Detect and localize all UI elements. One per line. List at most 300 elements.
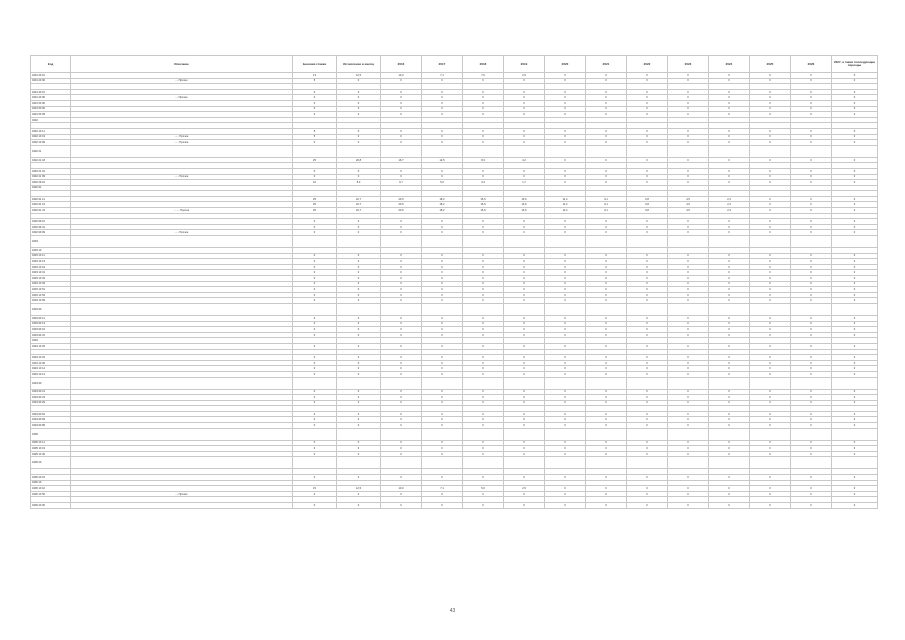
tariff-code-cell: 0403 10 53	[31, 292, 71, 298]
rate-cell: 5	[293, 78, 337, 84]
rate-cell: 10,0	[381, 73, 422, 79]
rate-cell: 0	[337, 332, 381, 338]
rate-cell: 0	[627, 366, 668, 372]
rate-cell: 0	[709, 134, 750, 140]
rate-cell: 0	[586, 224, 627, 230]
rate-cell: 0	[422, 292, 463, 298]
rate-cell: 0	[381, 78, 422, 84]
description-cell	[71, 457, 293, 469]
rate-cell: 0	[293, 360, 337, 366]
rate-cell: 0	[586, 106, 627, 112]
rate-cell	[586, 428, 627, 440]
rate-cell: 0	[791, 134, 832, 140]
rate-cell: 0	[791, 196, 832, 202]
rate-cell: 0	[668, 264, 709, 270]
rate-cell: 0	[627, 89, 668, 95]
rate-cell: 0	[545, 73, 586, 79]
rate-cell: 0	[545, 417, 586, 423]
rate-cell: 0	[586, 475, 627, 481]
rate-cell: 0	[750, 78, 791, 84]
tariff-code-cell: 0401 50 99	[31, 112, 71, 118]
rate-cell: 0	[832, 292, 878, 298]
rate-cell	[791, 457, 832, 469]
rate-cell: 0	[791, 264, 832, 270]
rate-cell: 0	[504, 395, 545, 401]
column-header: Код	[31, 56, 71, 73]
tariff-code-cell: 0403 10 39	[31, 281, 71, 287]
description-cell	[71, 236, 293, 248]
rate-cell: 0	[832, 355, 878, 361]
description-cell: - - Прочие	[71, 78, 293, 84]
rate-cell: 0	[668, 230, 709, 236]
rate-cell	[337, 377, 381, 389]
rate-cell: 0	[381, 298, 422, 304]
rate-cell: 0	[627, 332, 668, 338]
rate-cell: 0	[422, 400, 463, 406]
rate-cell: 0	[545, 157, 586, 163]
rate-cell	[381, 428, 422, 440]
tariff-code-cell: 0401 50 90	[31, 106, 71, 112]
rate-cell: 0	[586, 371, 627, 377]
rate-cell: 0	[337, 475, 381, 481]
rate-cell: 0	[750, 355, 791, 361]
tariff-code-cell: 0404 90 89	[31, 423, 71, 429]
rate-cell: 18,2	[422, 202, 463, 208]
rate-cell: 0	[545, 134, 586, 140]
rate-cell: 0	[545, 343, 586, 349]
rate-cell	[293, 428, 337, 440]
tariff-code-cell: 0404 90 21	[31, 389, 71, 395]
rate-cell	[832, 377, 878, 389]
rate-cell: 0	[627, 321, 668, 327]
rate-cell: 0	[586, 451, 627, 457]
tariff-code-cell: 0402 91 11	[31, 196, 71, 202]
rate-cell: 0	[627, 180, 668, 186]
rate-cell: 5	[293, 128, 337, 134]
rate-cell: 0	[586, 417, 627, 423]
column-header: Исчисление в месяц	[337, 56, 381, 73]
rate-cell: 0	[750, 366, 791, 372]
rate-cell	[422, 428, 463, 440]
rate-cell: 0	[750, 208, 791, 214]
tariff-code-cell: 0406 10 10	[31, 486, 71, 492]
rate-cell: 0	[791, 140, 832, 146]
rate-cell: 0	[668, 411, 709, 417]
rate-cell: 0	[463, 327, 504, 333]
rate-cell: 0	[791, 106, 832, 112]
rate-cell: 0	[422, 446, 463, 452]
rate-cell: 0	[832, 395, 878, 401]
rate-cell: 0	[545, 486, 586, 492]
table-row	[31, 145, 878, 157]
rate-cell: 0	[381, 400, 422, 406]
table-row	[31, 428, 878, 440]
tariff-code-cell: 0405 10 19	[31, 446, 71, 452]
rate-cell: 0	[293, 343, 337, 349]
rate-cell: 0	[381, 106, 422, 112]
rate-cell: 15,9	[463, 202, 504, 208]
rate-cell: 13,6	[504, 208, 545, 214]
rate-cell: 0	[422, 174, 463, 180]
tariff-code-cell: 0402 99 10	[31, 219, 71, 225]
rate-cell: 0	[463, 343, 504, 349]
description-cell	[71, 377, 293, 389]
rate-cell: 0	[293, 417, 337, 423]
rate-cell: 0	[337, 259, 381, 265]
rate-cell: 0	[791, 78, 832, 84]
rate-cell: 0	[463, 264, 504, 270]
description-cell: - - - - Прочие	[71, 208, 293, 214]
rate-cell: 0	[586, 112, 627, 118]
table-row	[31, 377, 878, 389]
rate-cell: 0	[545, 180, 586, 186]
rate-cell	[750, 428, 791, 440]
rate-cell: 0	[668, 395, 709, 401]
rate-cell: 0	[791, 366, 832, 372]
rate-cell: 0	[750, 423, 791, 429]
rate-cell: 12,5	[422, 157, 463, 163]
rate-cell: 0	[832, 315, 878, 321]
rate-cell: 0	[709, 486, 750, 492]
rate-cell: 0	[422, 395, 463, 401]
rate-cell: 0	[545, 366, 586, 372]
rate-cell: 0	[709, 411, 750, 417]
rate-cell: 0	[791, 298, 832, 304]
rate-cell: 0	[791, 180, 832, 186]
rate-cell: 0	[504, 332, 545, 338]
rate-cell	[463, 145, 504, 157]
rate-cell: 6,8	[627, 196, 668, 202]
rate-cell: 0	[709, 451, 750, 457]
rate-cell: 0	[750, 400, 791, 406]
rate-cell: 0	[627, 440, 668, 446]
rate-cell: 0	[668, 106, 709, 112]
description-cell	[71, 303, 293, 315]
tariff-code-cell: 0404 10 12	[31, 366, 71, 372]
rate-cell: 0	[504, 259, 545, 265]
rate-cell: 0	[293, 321, 337, 327]
rate-cell: 0	[791, 281, 832, 287]
rate-cell: 0	[463, 475, 504, 481]
rate-cell: 2,3	[709, 202, 750, 208]
rate-cell: 0	[422, 451, 463, 457]
rate-cell	[545, 377, 586, 389]
rate-cell: 0	[545, 78, 586, 84]
table-row	[31, 236, 878, 248]
rate-cell: 0	[545, 276, 586, 282]
rate-cell: 0	[381, 371, 422, 377]
rate-cell: 0	[832, 360, 878, 366]
rate-cell: 0	[586, 440, 627, 446]
rate-cell: 0	[586, 343, 627, 349]
rate-cell: 0	[422, 389, 463, 395]
rate-cell: 0	[791, 343, 832, 349]
rate-cell: 0	[293, 440, 337, 446]
rate-cell: 0	[750, 321, 791, 327]
rate-cell: 0	[293, 287, 337, 293]
rate-cell: 0	[545, 332, 586, 338]
rate-cell: 0	[381, 224, 422, 230]
rate-cell: 0	[463, 253, 504, 259]
rate-cell	[668, 145, 709, 157]
rate-cell: 4,5	[668, 202, 709, 208]
rate-cell: 0	[504, 440, 545, 446]
rate-cell: 0	[293, 327, 337, 333]
rate-cell: 5,0	[422, 180, 463, 186]
rate-cell	[627, 377, 668, 389]
rate-cell: 0	[832, 327, 878, 333]
rate-cell: 0	[293, 100, 337, 106]
rate-cell: 0	[586, 73, 627, 79]
rate-cell	[381, 377, 422, 389]
rate-cell: 0	[586, 503, 627, 509]
rate-cell: 0	[668, 451, 709, 457]
rate-cell	[337, 457, 381, 469]
rate-cell	[337, 428, 381, 440]
tariff-code-cell: 0402 10 11	[31, 128, 71, 134]
rate-cell: 13	[293, 73, 337, 79]
rate-cell: 0	[791, 287, 832, 293]
tariff-code-cell: 0406 10 50	[31, 491, 71, 497]
rate-cell: 0	[337, 423, 381, 429]
rate-cell: 0	[791, 400, 832, 406]
rate-cell: 0	[504, 423, 545, 429]
rate-cell: 0	[545, 95, 586, 101]
rate-cell: 0	[545, 100, 586, 106]
rate-cell: 0	[627, 486, 668, 492]
rate-cell: 0	[791, 446, 832, 452]
rate-cell: 0	[337, 106, 381, 112]
tariff-code-cell: 0401 40 10	[31, 89, 71, 95]
tariff-code-cell: 0404 10 14	[31, 371, 71, 377]
rate-cell: 0	[545, 423, 586, 429]
rate-cell: 0	[791, 451, 832, 457]
rate-cell: 0	[337, 253, 381, 259]
rate-cell: 0	[463, 287, 504, 293]
rate-cell: 0	[750, 134, 791, 140]
rate-cell: 0	[504, 219, 545, 225]
rate-cell: 0	[463, 395, 504, 401]
rate-cell: 0	[832, 440, 878, 446]
rate-cell: 0	[337, 315, 381, 321]
rate-cell: 25	[293, 208, 337, 214]
rate-cell: 0	[709, 157, 750, 163]
rate-cell: 0	[791, 371, 832, 377]
rate-cell: 0	[627, 112, 668, 118]
tariff-code-cell: 0404 90 81	[31, 411, 71, 417]
rate-cell: 0	[545, 440, 586, 446]
rate-cell: 0	[586, 174, 627, 180]
rate-cell	[709, 236, 750, 248]
rate-cell: 0	[545, 259, 586, 265]
rate-cell: 0	[545, 389, 586, 395]
rate-cell: 0	[832, 423, 878, 429]
rate-cell: 0	[293, 276, 337, 282]
rate-cell: 0	[463, 332, 504, 338]
rate-cell: 0	[832, 112, 878, 118]
rate-cell: 0	[709, 270, 750, 276]
rate-cell: 0	[791, 112, 832, 118]
rate-cell: 0	[337, 89, 381, 95]
rate-cell: 0	[750, 89, 791, 95]
rate-cell	[545, 457, 586, 469]
rate-cell: 0	[293, 140, 337, 146]
rate-cell: 0	[832, 224, 878, 230]
tariff-code-cell: 0404 90 23	[31, 395, 71, 401]
rate-cell: 0	[504, 140, 545, 146]
rate-cell: 0	[545, 475, 586, 481]
rate-cell: 0	[422, 321, 463, 327]
rate-cell: 0	[293, 366, 337, 372]
rate-cell: 0	[750, 95, 791, 101]
rate-cell	[627, 303, 668, 315]
tariff-code-cell: 0403 10 51	[31, 287, 71, 293]
rate-cell: 11,4	[545, 208, 586, 214]
rate-cell: 0	[293, 253, 337, 259]
rate-cell: 0	[750, 371, 791, 377]
rate-cell: 0	[504, 264, 545, 270]
rate-cell: 0	[832, 253, 878, 259]
rate-cell: 0	[337, 371, 381, 377]
rate-cell: 0	[709, 292, 750, 298]
rate-cell: 0	[668, 332, 709, 338]
tariff-code-cell: 0404 90 29	[31, 400, 71, 406]
rate-cell: 0	[463, 355, 504, 361]
rate-cell: 0	[709, 128, 750, 134]
rate-cell: 0	[750, 411, 791, 417]
rate-cell: 0	[293, 270, 337, 276]
table-row	[31, 457, 878, 469]
rate-cell: 0	[791, 332, 832, 338]
rate-cell	[586, 236, 627, 248]
rate-cell: 0	[422, 360, 463, 366]
rate-cell: 0	[750, 157, 791, 163]
rate-cell: 0	[832, 89, 878, 95]
rate-cell: 0	[586, 276, 627, 282]
rate-cell	[293, 303, 337, 315]
rate-cell: 0	[709, 360, 750, 366]
rate-cell: 12,5	[337, 486, 381, 492]
rate-cell: 0	[586, 264, 627, 270]
rate-cell: 0	[293, 95, 337, 101]
rate-cell: 0	[832, 343, 878, 349]
rate-cell	[709, 428, 750, 440]
rate-cell: 0	[791, 355, 832, 361]
rate-cell: 0	[750, 174, 791, 180]
rate-cell: 0	[709, 315, 750, 321]
rate-cell: 0	[504, 253, 545, 259]
tariff-code-cell: 0401 20 90	[31, 78, 71, 84]
rate-cell: 0	[337, 395, 381, 401]
rate-cell: 0	[504, 78, 545, 84]
rate-cell: 0	[422, 219, 463, 225]
rate-cell: 0	[586, 259, 627, 265]
rate-cell: 0	[337, 128, 381, 134]
rate-cell: 0	[668, 360, 709, 366]
rate-cell: 0	[832, 287, 878, 293]
rate-cell: 0	[791, 327, 832, 333]
rate-cell: 13,6	[504, 196, 545, 202]
rate-cell: 0	[422, 78, 463, 84]
rate-cell: 0	[750, 73, 791, 79]
rate-cell: 8,3	[463, 157, 504, 163]
rate-cell: 0	[545, 371, 586, 377]
tariff-code-cell: 0401 40 90	[31, 95, 71, 101]
rate-cell: 0	[627, 417, 668, 423]
rate-cell: 0	[586, 78, 627, 84]
rate-cell: 0	[545, 446, 586, 452]
rate-cell: 0	[504, 389, 545, 395]
rate-cell: 0	[293, 168, 337, 174]
rate-cell: 0	[627, 292, 668, 298]
rate-cell: 9,1	[586, 196, 627, 202]
rate-cell: 0	[545, 400, 586, 406]
rate-cell: 0	[337, 168, 381, 174]
rate-cell: 0	[668, 491, 709, 497]
rate-cell: 0	[422, 95, 463, 101]
rate-cell: 0	[668, 486, 709, 492]
rate-cell: 0	[668, 355, 709, 361]
rate-cell: 0	[504, 503, 545, 509]
rate-cell: 0	[668, 292, 709, 298]
rate-cell: 0	[668, 157, 709, 163]
rate-cell: 18,2	[422, 208, 463, 214]
rate-cell	[504, 145, 545, 157]
rate-cell	[545, 428, 586, 440]
rate-cell: 0	[750, 315, 791, 321]
rate-cell: 0	[381, 395, 422, 401]
rate-cell: 0	[668, 168, 709, 174]
rate-cell: 0	[750, 230, 791, 236]
rate-cell	[709, 457, 750, 469]
table-row	[31, 303, 878, 315]
rate-cell: 0	[381, 417, 422, 423]
rate-cell: 0	[750, 281, 791, 287]
rate-cell: 0	[586, 327, 627, 333]
rate-cell: 0	[709, 73, 750, 79]
rate-cell: 4,5	[668, 208, 709, 214]
rate-cell: 0	[791, 100, 832, 106]
rate-cell: 0	[337, 100, 381, 106]
rate-cell: 10,0	[381, 486, 422, 492]
rate-cell: 0	[504, 327, 545, 333]
rate-cell: 22,7	[337, 208, 381, 214]
rate-cell: 0	[791, 395, 832, 401]
rate-cell: 0	[832, 73, 878, 79]
rate-cell	[586, 457, 627, 469]
rate-cell: 0	[422, 270, 463, 276]
rate-cell: 0	[668, 89, 709, 95]
rate-cell: 0	[422, 371, 463, 377]
rate-cell: 0	[586, 134, 627, 140]
rate-cell: 0	[627, 253, 668, 259]
rate-cell: 0	[709, 395, 750, 401]
rate-cell: 0	[750, 451, 791, 457]
rate-cell: 0	[293, 298, 337, 304]
rate-cell: 0	[627, 128, 668, 134]
rate-cell: 25	[293, 202, 337, 208]
rate-cell: 0	[545, 315, 586, 321]
rate-cell: 0	[381, 100, 422, 106]
rate-cell: 0	[791, 411, 832, 417]
rate-cell: 0	[463, 140, 504, 146]
column-header: 2018	[463, 56, 504, 73]
rate-cell: 0	[545, 112, 586, 118]
rate-cell: 0	[832, 451, 878, 457]
rate-cell: 0	[422, 355, 463, 361]
rate-cell: 0	[337, 343, 381, 349]
rate-cell: 0	[750, 106, 791, 112]
